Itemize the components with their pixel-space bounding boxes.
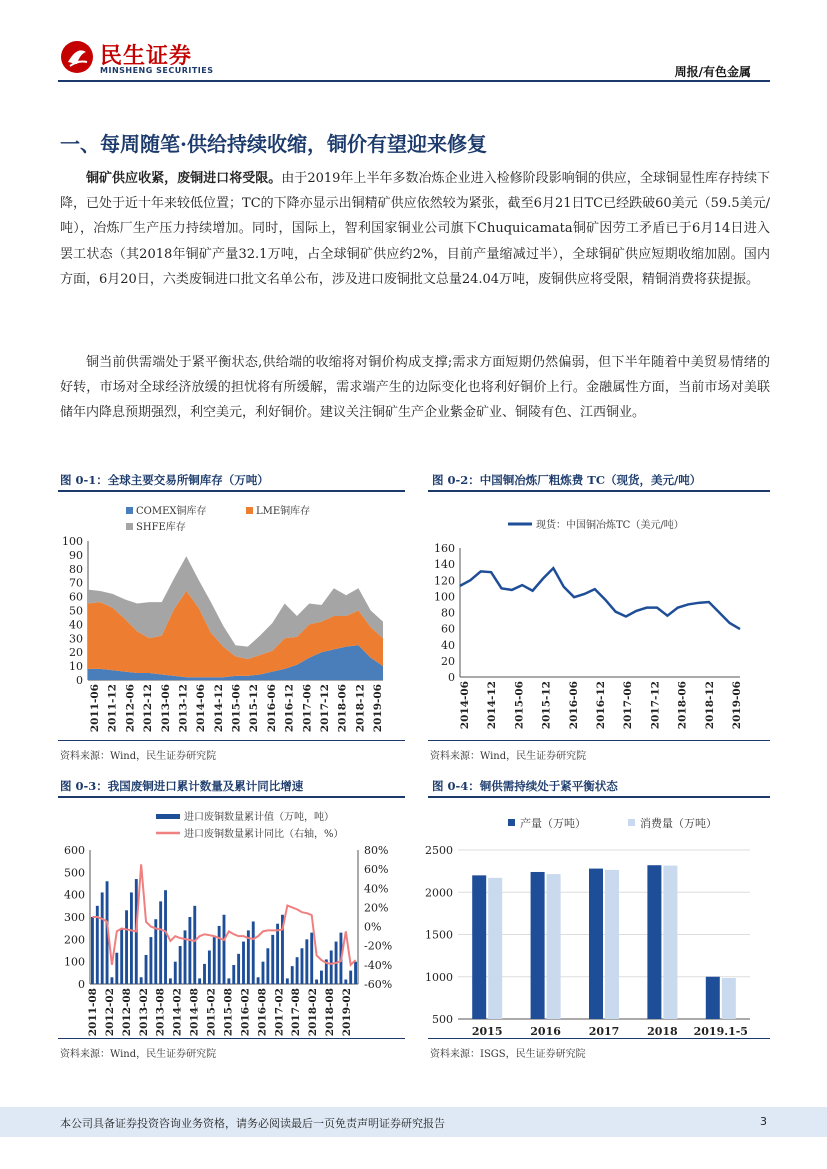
legend-label: 产量（万吨） (520, 817, 586, 830)
y-tick-label: 60 (441, 622, 455, 636)
y-tick-label: 2500 (425, 844, 453, 857)
y-tick-label: 160 (434, 542, 455, 555)
figure-1-title: 图 0-1：全球主要交易所铜库存（万吨） (60, 473, 269, 487)
y2-tick-label: 60% (364, 863, 389, 877)
legend-label: 现货：中国铜冶炼TC（美元/吨） (536, 520, 684, 531)
figure-1-bottom-rule (58, 740, 405, 741)
legend-swatch (508, 819, 515, 826)
logo-icon (60, 40, 94, 74)
import-bar (232, 965, 235, 984)
y2-tick-label: -40% (364, 958, 393, 972)
bar-production (472, 875, 486, 1019)
y-tick-label: 500 (432, 1013, 453, 1026)
y-tick-label: 20 (441, 654, 455, 668)
legend-swatch (126, 523, 133, 530)
legend-swatch (628, 819, 635, 826)
y2-tick-label: 40% (364, 882, 389, 896)
y-tick-label: 70 (69, 576, 83, 590)
paragraph-1 (60, 166, 770, 292)
y-tick-label: 400 (64, 888, 85, 902)
y-tick-label: 200 (64, 933, 85, 947)
bar-consumption (488, 878, 502, 1019)
import-bar (310, 933, 313, 984)
import-bar (301, 948, 304, 984)
import-bar (198, 978, 201, 984)
x-tick-label: 2019-06 (731, 681, 743, 730)
legend-label: COMEX铜库存 (136, 506, 207, 517)
figure-2-chart (428, 495, 770, 740)
y-tick-label: 30 (69, 632, 83, 646)
import-bar (213, 937, 216, 984)
import-bar (140, 977, 143, 984)
import-bar (266, 948, 269, 984)
import-bar (315, 980, 318, 984)
y2-tick-label: 0% (364, 920, 382, 934)
import-bar (320, 971, 323, 984)
x-tick-label: 2018-06 (676, 681, 689, 730)
legend-label: 消费量（万吨） (640, 817, 717, 830)
x-tick-label: 2017-06 (622, 681, 635, 730)
x-tick-label: 2015-06 (230, 684, 243, 733)
y-tick-label: 20 (69, 646, 83, 660)
category-label: 2019.1-5 (693, 1025, 748, 1038)
y-tick-label: 500 (64, 866, 85, 880)
import-bar (91, 917, 94, 984)
paragraph-lead: 铜矿供应收紧，废铜进口将受限。 (86, 171, 282, 186)
y-tick-label: 140 (434, 558, 455, 572)
legend-swatch (126, 507, 133, 514)
x-tick-label: 2014-12 (212, 684, 225, 733)
import-bar (208, 951, 211, 985)
figure-2-source: 资料来源：Wind，民生证券研究院 (430, 751, 587, 762)
y-tick-label: 1000 (425, 970, 453, 984)
category-label: 2017 (588, 1025, 620, 1038)
y-tick-label: 90 (69, 548, 83, 562)
x-tick-label: 2016-12 (595, 681, 607, 730)
paragraph-body: 由于2019年上半年多数冶炼企业进入检修阶段影响铜的供应，全球铜显性库存持续下降，已处于近十年来较低位置；TC的下降亦显示出铜精矿供应依然较为紧张，截至6月21日TC已经跌破60美元（59.5美元/吨），冶炼厂生产压力持续增加。同时，国际上，智利国家铜业公司旗下Chuquicamata铜矿因劳工矛盾已于6月14日进入罢工状态（其2018年铜矿产量32.1万吨，占全球铜矿供应约2%，目前产量缩减过半），全球铜矿供应短期收缩加剧。国内方面，6月20日，六类废铜进口批文名单公布，涉及进口废铜批文总量24.04万吨，废铜供应将受限，精铜消费将获提振。 (60, 171, 770, 287)
y2-tick-label: 80% (364, 844, 389, 857)
x-tick-label: 2017-12 (649, 681, 662, 730)
x-tick-label: 2011-08 (87, 988, 99, 1037)
x-tick-label: 2018-06 (336, 684, 349, 733)
x-tick-label: 2016-12 (283, 684, 296, 733)
import-bar (291, 966, 294, 984)
x-tick-label: 2014-08 (188, 988, 201, 1037)
x-tick-label: 2017-02 (273, 988, 286, 1037)
y-tick-label: 0 (76, 674, 83, 687)
brand-name-en: MINSHENG SECURITIES (100, 66, 214, 75)
bar-production (589, 869, 603, 1019)
y-tick-label: 100 (434, 590, 455, 604)
y-tick-label: 40 (69, 618, 83, 632)
y-tick-label: 600 (64, 844, 85, 857)
y-tick-label: 0 (78, 978, 85, 991)
x-tick-label: 2018-12 (703, 681, 716, 730)
x-tick-label: 2015-02 (205, 988, 218, 1037)
figure-2-rule (428, 490, 770, 492)
x-tick-label: 2015-06 (513, 681, 526, 730)
import-bar (344, 980, 347, 984)
import-bar (145, 955, 148, 984)
import-bar (276, 924, 279, 984)
tc-line (460, 568, 740, 629)
figure-3-rule (58, 796, 405, 798)
y-tick-label: 1500 (425, 928, 453, 942)
bar-consumption (547, 874, 561, 1019)
y-tick-label: 80 (441, 606, 455, 620)
figure-2-title: 图 0-2：中国铜冶炼厂粗炼费 TC（现货，美元/吨） (432, 473, 702, 487)
x-tick-label: 2018-08 (324, 988, 337, 1037)
x-tick-label: 2017-08 (290, 988, 303, 1037)
import-bar (286, 978, 289, 984)
x-tick-label: 2014-06 (459, 681, 471, 730)
category-label: 2015 (471, 1025, 503, 1038)
x-tick-label: 2016-08 (256, 988, 269, 1037)
import-bar (120, 928, 123, 984)
x-tick-label: 2013-02 (137, 988, 150, 1037)
y-tick-label: 100 (64, 955, 85, 969)
import-bar (252, 921, 255, 984)
y-tick-label: 300 (64, 911, 85, 924)
import-bar (125, 910, 128, 984)
page-number: 3 (760, 1115, 767, 1128)
y2-tick-label: -20% (364, 939, 393, 953)
figure-3-bottom-rule (58, 1038, 405, 1039)
legend-swatch (156, 814, 180, 819)
import-bar (149, 937, 152, 984)
x-tick-label: 2011-12 (106, 684, 119, 733)
legend-swatch (246, 507, 253, 514)
import-bar (164, 890, 167, 984)
import-bar (188, 917, 191, 984)
import-bar (349, 971, 352, 984)
y-tick-label: 2000 (425, 886, 453, 900)
y-tick-label: 40 (441, 638, 455, 652)
x-tick-label: 2014-12 (486, 681, 499, 730)
import-bar (130, 892, 133, 984)
x-tick-label: 2019-06 (372, 684, 384, 733)
category-label: 2016 (530, 1025, 561, 1038)
import-bar (174, 962, 177, 984)
x-tick-label: 2013-06 (159, 684, 172, 733)
y-tick-label: 120 (434, 574, 455, 588)
figure-4-rule (428, 796, 770, 798)
import-bar (330, 951, 333, 985)
bar-consumption (722, 978, 736, 1019)
x-tick-label: 2012-12 (142, 684, 155, 733)
x-tick-label: 2015-12 (540, 681, 553, 730)
import-bar (223, 915, 226, 984)
figure-3-source: 资料来源：Wind，民生证券研究院 (60, 1049, 217, 1060)
y-tick-label: 80 (69, 562, 83, 576)
header-divider (58, 80, 770, 82)
legend-label: LME铜库存 (256, 506, 311, 517)
legend-label: SHFE库存 (136, 522, 186, 533)
import-bar (115, 953, 118, 984)
x-tick-label: 2016-06 (265, 684, 278, 733)
legend-label: 进口废铜数量累计值（万吨，吨） (184, 812, 334, 823)
figure-3-chart (58, 800, 405, 1037)
import-bar (242, 942, 245, 984)
bar-production (706, 977, 720, 1019)
x-tick-label: 2013-12 (177, 684, 190, 733)
y-tick-label: 0 (448, 671, 455, 684)
x-tick-label: 2013-08 (154, 988, 167, 1037)
y2-tick-label: 20% (364, 901, 389, 915)
x-tick-label: 2019-02 (341, 988, 353, 1037)
import-bar (237, 954, 240, 984)
figure-4-source: 资料来源：ISGS，民生证券研究院 (430, 1049, 586, 1060)
import-bar (203, 964, 206, 984)
figure-3-title: 图 0-3：我国废铜进口累计数量及累计同比增速 (60, 779, 304, 793)
import-bar (218, 926, 221, 984)
x-tick-label: 2018-02 (307, 988, 320, 1037)
bar-consumption (605, 870, 619, 1019)
y-tick-label: 100 (62, 535, 83, 548)
x-tick-label: 2014-06 (195, 684, 208, 733)
import-bar (110, 977, 113, 984)
x-tick-label: 2015-08 (222, 988, 235, 1037)
y-tick-label: 10 (69, 660, 83, 674)
y2-tick-label: -60% (364, 978, 393, 991)
import-bar (101, 892, 104, 984)
figure-1-source: 资料来源：Wind，民生证券研究院 (60, 751, 217, 762)
section-title: 一、每周随笔·供给持续收缩，铜价有望迎来修复 (60, 132, 487, 156)
import-bar (354, 962, 357, 984)
import-bar (193, 906, 196, 984)
x-tick-label: 2016-06 (567, 681, 580, 730)
bar-production (647, 865, 661, 1019)
figure-4-bottom-rule (428, 1038, 770, 1039)
import-bar (169, 978, 172, 984)
x-tick-label: 2011-06 (89, 684, 101, 733)
x-tick-label: 2012-06 (124, 684, 137, 733)
x-tick-label: 2017-06 (301, 684, 314, 733)
import-bar (257, 977, 260, 984)
x-tick-label: 2012-02 (103, 988, 116, 1037)
x-tick-label: 2018-12 (354, 684, 367, 733)
footer-disclaimer: 本公司具备证券投资咨询业务资格，请务必阅读最后一页免责声明证券研究报告 (60, 1117, 445, 1130)
figure-4-title: 图 0-4：铜供需持续处于紧平衡状态 (432, 779, 618, 793)
figure-1-chart (58, 495, 405, 740)
import-bar (179, 946, 182, 984)
paragraph-2: 铜当前供需端处于紧平衡状态,供给端的收缩将对铜价构成支撑;需求方面短期仍然偏弱，但下半年随着中美贸易情绪的好转，市场对全球经济放缓的担忧将有所缓解，需求端产生的边际变化也将利好铜价上行。金融属性方面，当前市场对美联储年内降息预期强烈，利空美元，利好铜价。建议关注铜矿生产企业紫金矿业、铜陵有色、江西铜业。 (60, 355, 770, 421)
figure-1-rule (58, 490, 405, 492)
x-tick-label: 2012-08 (120, 988, 133, 1037)
figure-4-chart (425, 800, 770, 1038)
import-bar (227, 978, 230, 984)
figure-2-bottom-rule (428, 740, 770, 741)
bar-consumption (663, 866, 677, 1019)
import-bar (271, 935, 274, 984)
category-label: 2018 (647, 1025, 678, 1038)
x-tick-label: 2014-02 (171, 988, 184, 1037)
import-bar (305, 939, 308, 984)
x-tick-label: 2017-12 (318, 684, 331, 733)
brand-name: 民生证券 (100, 44, 193, 69)
bar-production (531, 872, 545, 1019)
import-bar (262, 962, 265, 984)
x-tick-label: 2015-12 (248, 684, 261, 733)
x-tick-label: 2016-02 (239, 988, 252, 1037)
import-bar (296, 957, 299, 984)
y-tick-label: 60 (69, 590, 83, 604)
import-bar (159, 901, 162, 984)
y-tick-label: 50 (69, 604, 83, 618)
legend-label: 进口废铜数量累计同比（右轴，%） (184, 829, 344, 840)
report-type: 周报/有色金属 (674, 65, 751, 79)
